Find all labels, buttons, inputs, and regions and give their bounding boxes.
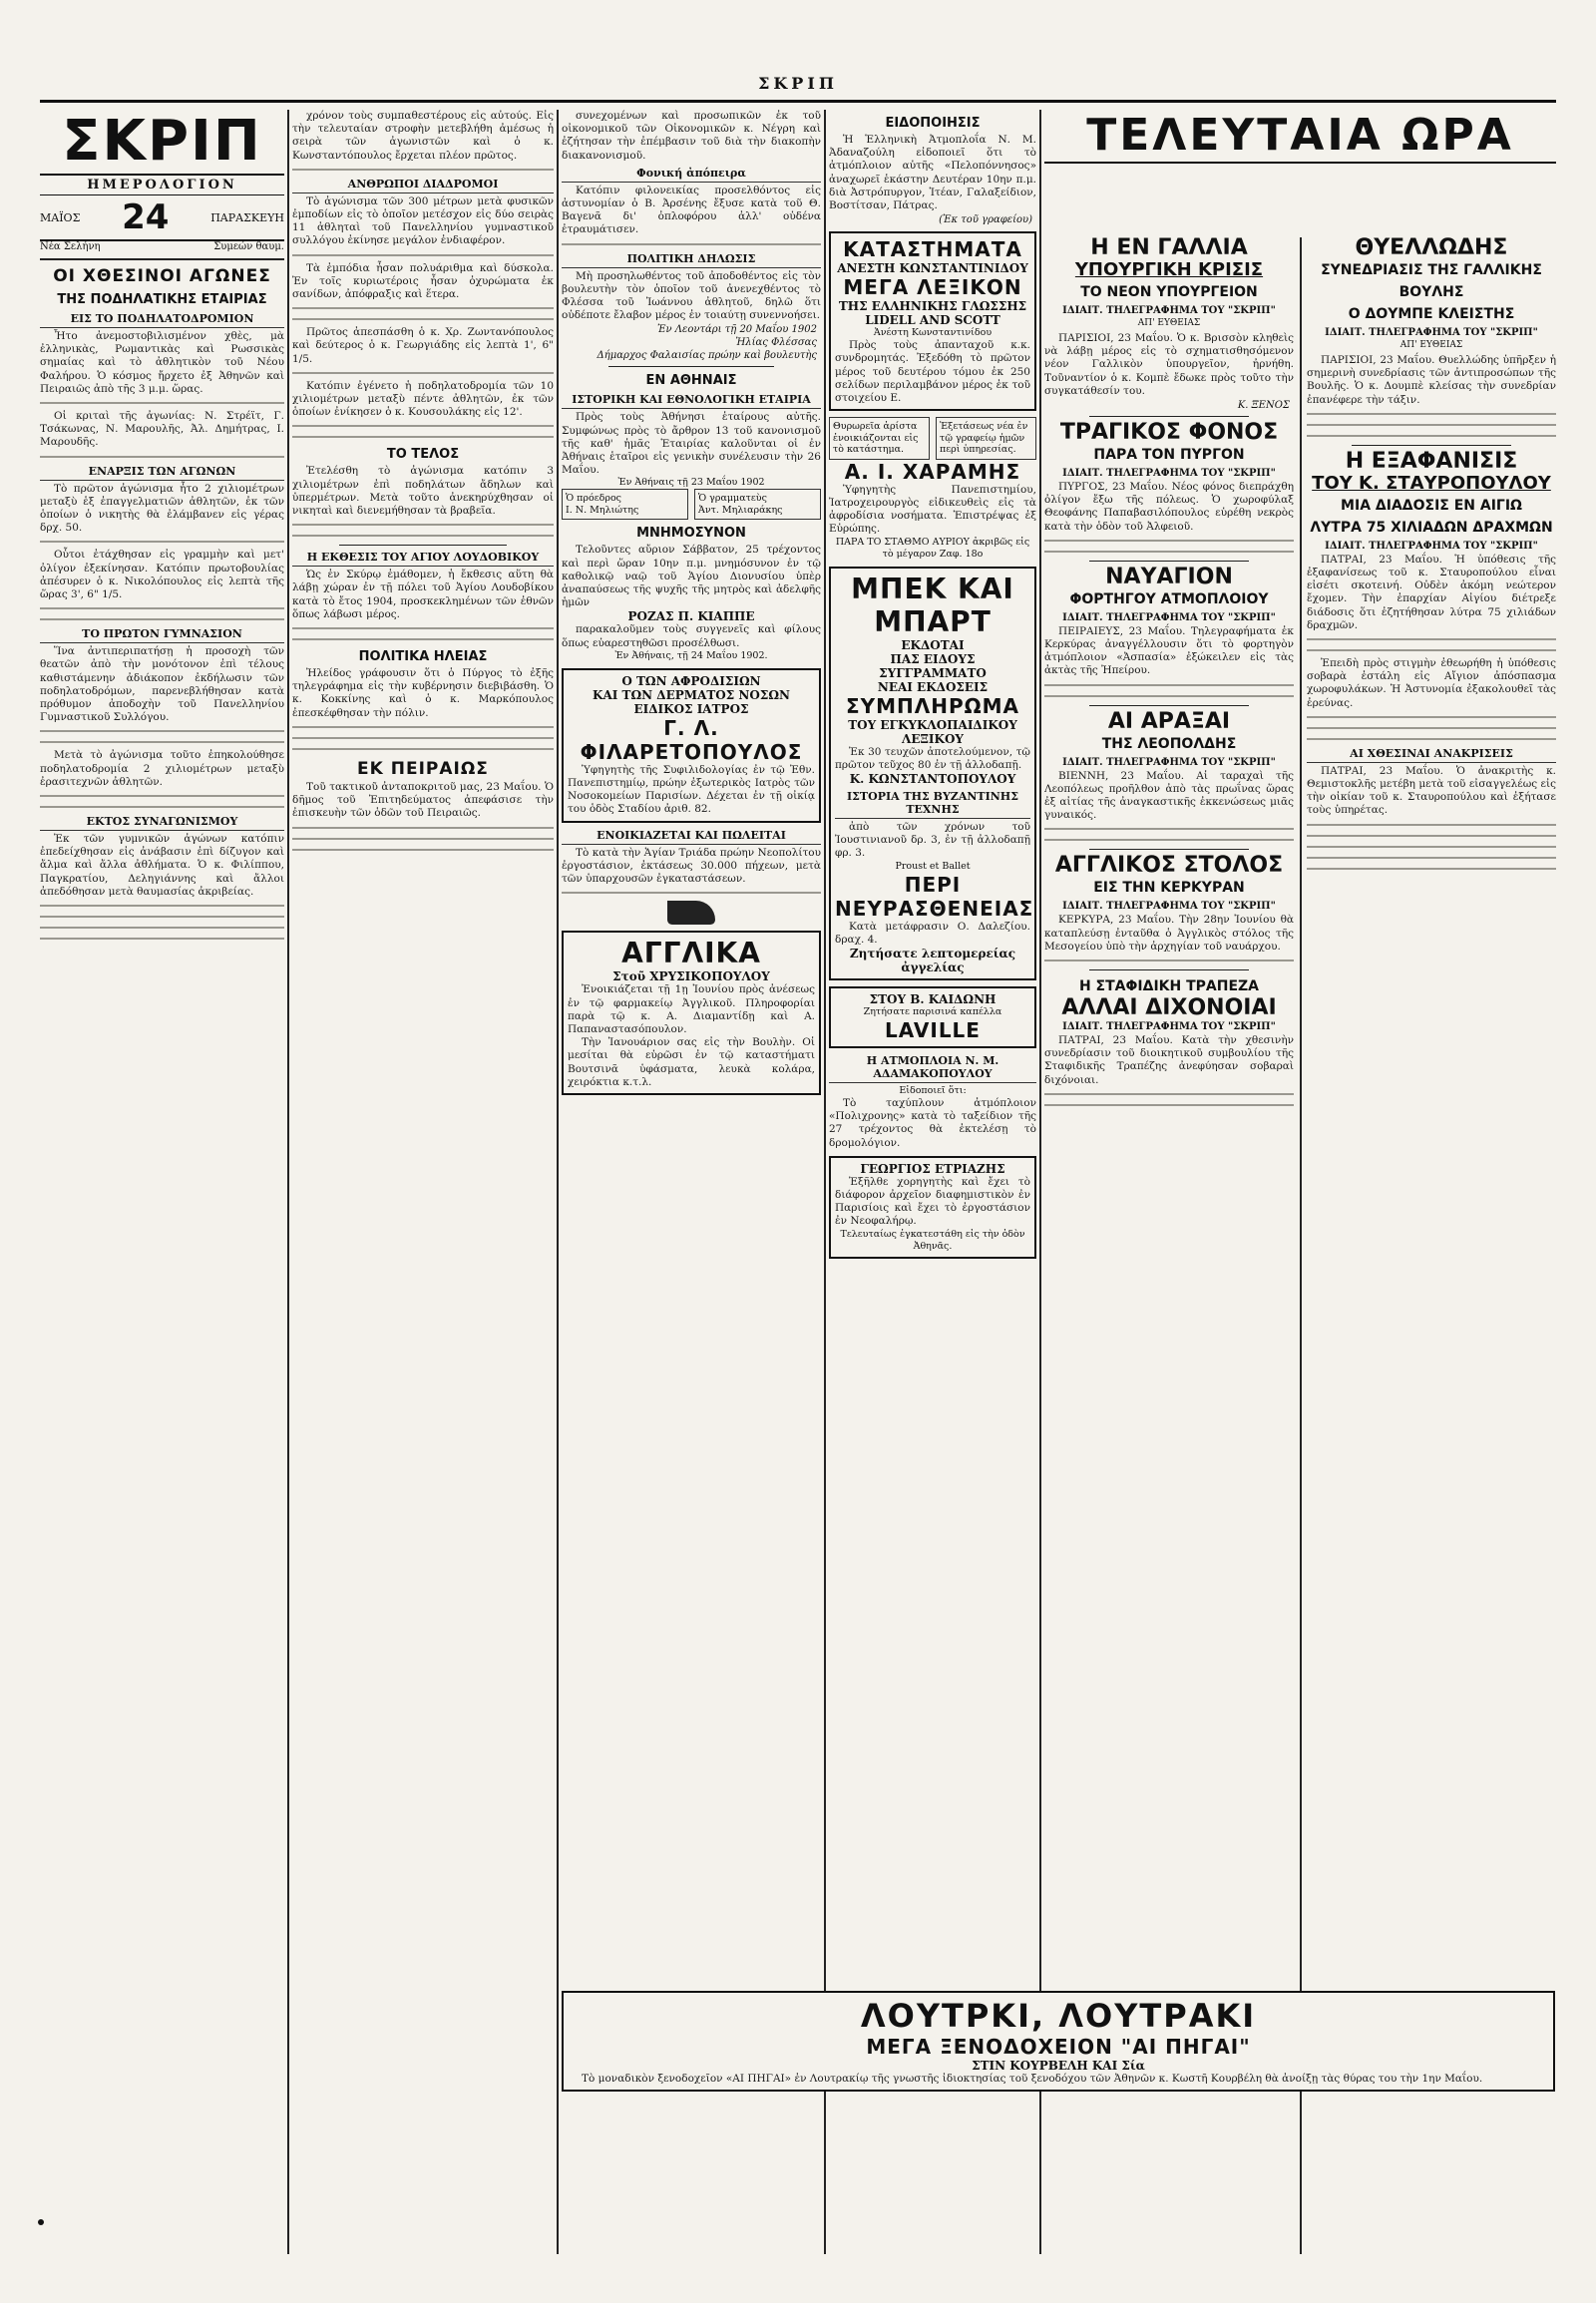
text-filler bbox=[40, 453, 284, 461]
ad-body: Ἐνοικιάζεται τῇ 1ῃ Ἰουνίου πρὸς ἀνέσεως ἐν τῷ φαρμακείῳ Ἀγγλικοῦ. Πληροφορίαι παρὰ τῷ κ. Α. Διαμαντίδῃ καὶ Α. Παπαναστασόπουλον. bbox=[568, 983, 815, 1035]
news-paragraph: ΚΕΡΚΥΡΑ, 23 Μαΐου. Τὴν 28ην Ἰουνίου θὰ καταπλεύσῃ ἐνταῦθα ὁ Ἀγγλικὸς στόλος τῆς Μεσογείου ὑπὸ τὴν ἀρχηγίαν τοῦ ναυάρχου. bbox=[1044, 914, 1294, 953]
signatory-role: Ὁ πρόεδρος bbox=[566, 493, 621, 505]
office-note: (Ἐκ τοῦ γραφείου) bbox=[939, 214, 1032, 226]
news-headline bbox=[1044, 708, 1294, 755]
article-paragraph: Ὡς ἐν Σκύρῳ ἐμάθομεν, ἡ ἔκθεσις αὕτη θὰ λάβῃ χώραν ἐν τῇ πόλει τοῦ Ἁγίου Λουδοβίκου κατὰ τὸ ἔτος 1904, προσκεκλημένων τῶν ἐθνῶν ὅπως λάβωσι μέρος. bbox=[292, 569, 554, 620]
divider bbox=[1089, 416, 1249, 417]
headline-line: ΑΙ ΑΡΑΞΑΙ bbox=[1107, 708, 1231, 734]
text-filler bbox=[40, 902, 284, 910]
text-filler bbox=[1044, 681, 1294, 689]
telegram-byline: ΙΔΙΑΙΤ. ΤΗΛΕΓΡΑΦΗΜΑ ΤΟΥ "ΣΚΡΙΠ" bbox=[1325, 540, 1538, 552]
column-4 bbox=[829, 110, 1036, 2254]
ad-heading: ΚΑΙ ΤΩΝ ΔΕΡΜΑΤΟΣ ΝΟΣΩΝ bbox=[593, 687, 790, 702]
text-filler bbox=[40, 615, 284, 623]
news-paragraph: ΠΑΤΡΑΙ, 23 Μαΐου. Ἡ ὑπόθεσις τῆς ἐξαφανίσεως τοῦ κ. Σταυροπούλου εἶναι εἰσέτι σκοτεινή. Οὐδὲν ἀκόμη νεώτερον ἔχομεν. Τὴν ἐπαρχίαν Αἰγίου διέτρεξε διάδοσις ὅτι ἐζητήθησαν λύτρα 75 χιλιάδων δραχμῶν. bbox=[1307, 553, 1556, 631]
ad-heading: ΛΟΥΤΡΚΙ, ΛΟΥΤΡΑΚΙ bbox=[860, 1997, 1257, 2035]
article-paragraph: συνεχομένων καὶ προσωπικῶν ἐκ τοῦ οἰκονομικοῦ τῶν Οἰκονομικῶν κ. Νέγρη καὶ ἐζήτησαν τὴν ἐπέμβασιν τοῦ διὰ τὴν διακοπὴν διακανονισμοῦ. bbox=[562, 110, 821, 162]
dateline-weekday: ΠΑΡΑΣΚΕΥΗ bbox=[210, 210, 284, 224]
ad-body: Ἐκ 30 τευχῶν ἀποτελούμενον, τῷ πρῶτον τεῦχος 80 ἐν τῇ ἀλλοδαπῇ. bbox=[835, 745, 1030, 771]
section-heading: ΑΝΘΡΩΠΟΙ ΔΙΑΔΡΟΜΟΙ bbox=[292, 178, 554, 193]
telegram-byline: ΙΔΙΑΙΤ. ΤΗΛΕΓΡΑΦΗΜΑ ΤΟΥ "ΣΚΡΙΠ" bbox=[1062, 901, 1276, 913]
newspaper-page bbox=[40, 70, 1556, 2264]
ad-body: Τὴν Ἰανουάριον σας εἰς τὴν Βουλὴν. Οἱ μεσίται θὰ εὑρῶσι ἐν τῷ καταστήματι Βουτσινᾶ ὑφάσματα, λευκὰ κολάρα, χειρόκτια κ.τ.λ. bbox=[568, 1036, 815, 1088]
ad-heading: Α. Ι. ΧΑΡΑΜΗΣ bbox=[844, 459, 1021, 484]
news-headline bbox=[1044, 855, 1294, 899]
news-paragraph: ΠΥΡΓΟΣ, 23 Μαΐου. Νέος φόνος διεπράχθη ὀλίγον ἔξω τῆς πόλεως. Ὁ χωροφύλαξ Θεοφάνης Παπαβασιλόπουλος εὑρέθη νεκρὸς κατὰ τὴν ὁδὸν τοῦ Ἀλφειοῦ. bbox=[1044, 481, 1294, 533]
column-divider bbox=[1300, 237, 1302, 2254]
text-filler bbox=[292, 532, 554, 540]
doctor-name: Γ. Λ. ΦΙΛΑΡΕΤΟΠΟΥΛΟΣ bbox=[580, 715, 803, 764]
article-paragraph: Οὗτοι ἐτάχθησαν εἰς γραμμὴν καὶ μετ' ὀλίγον ἐξεκίνησαν. Κατόπιν πρωτοβουλίας ἀπέσυρεν ὁ κ. Νικολόπουλος εἰς λεπτὰ τῆς ὥρας 3', 6" 1/5. bbox=[40, 549, 284, 601]
text-filler bbox=[1044, 825, 1294, 833]
article-subheadline: ΕΙΣ ΤΟ ΠΟΔΗΛΑΤΟΔΡΟΜΙΟΝ bbox=[40, 312, 284, 328]
section-heading: ΕΙΔΟΠΟΙΗΣΙΣ bbox=[885, 116, 981, 131]
article-paragraph: Ἡ Ἑλληνικὴ Ἀτμοπλοΐα Ν. Μ. Ἀδαναζούλη εἰδοποιεῖ ὅτι τὸ ἀτμόπλοιον αὐτῆς «Πελοπόννησος» ἀναχωρεῖ ἑκάστην Δευτέραν 10ην π.μ. διὰ Ἀστρόπυργον, Ἰτέαν, Γαλαξείδιον, Βοστίτσαν, Πάτρας. bbox=[829, 134, 1036, 212]
dateline-month: ΜΑΪΟΣ bbox=[40, 210, 81, 224]
text-filler bbox=[40, 935, 284, 943]
signature-name: Ἠλίας Φλέσσας bbox=[735, 337, 817, 349]
text-filler bbox=[1307, 854, 1556, 862]
last-hour-left bbox=[1044, 237, 1294, 2254]
book-title: ΙΣΤΟΡΙΑ ΤΗΣ ΒΥΖΑΝΤΙΝΗΣ ΤΕΧΝΗΣ bbox=[835, 790, 1030, 819]
text-filler bbox=[292, 315, 554, 323]
signature: Κ. ΞΕΝΟΣ bbox=[1237, 400, 1290, 412]
column-divider bbox=[824, 110, 826, 2254]
text-filler bbox=[1307, 724, 1556, 732]
article-paragraph: Κατόπιν ἐγένετο ἡ ποδηλατοδρομία τῶν 10 χιλιομέτρων μεταξὺ πέντε ἀθλητῶν, ἐκ τῶν ὁποίων ἐνίκησεν ὁ κ. Κουσουλάκης εἰς 12'. bbox=[292, 379, 554, 419]
saint-name: Συμεών θαυμ. bbox=[213, 241, 284, 252]
headline-line: ΥΠΟΥΡΓΙΚΗ ΚΡΙΣΙΣ bbox=[1074, 259, 1264, 280]
ad-heading: Η ΑΤΜΟΠΛΟΙΑ Ν. Μ. ΑΔΑΜΑΚΟΠΟΥΛΟΥ bbox=[829, 1054, 1036, 1083]
column-5-last-hour bbox=[1044, 110, 1556, 2254]
masthead-subtitle: ΗΜΕΡΟΛΟΓΙΟΝ bbox=[40, 176, 284, 195]
ad-body: Ἐξῆλθε χορηγητὴς καὶ ἔχει τὸ διάφορον ἀρχεῖον διαφημιστικὸν ἐν Παρισίοις καὶ ἔχει τὸ ἐργοστάσιον ἐν Νεοφαλήρῳ. bbox=[835, 1175, 1030, 1228]
ad-footer: Ζητήσατε λεπτομερείας ἀγγελίας bbox=[849, 946, 1016, 974]
divider bbox=[1089, 705, 1249, 706]
section-heading: Φονική ἀπόπειρα bbox=[562, 167, 821, 183]
small-ads bbox=[829, 417, 1036, 460]
divider bbox=[1089, 969, 1249, 970]
column-divider bbox=[287, 110, 289, 2254]
ad-subheading: ΜΕΓΑ ΞΕΝΟΔΟΧΕΙΟΝ "ΑΙ ΠΗΓΑΙ" bbox=[866, 2035, 1251, 2059]
text-filler bbox=[40, 924, 284, 932]
text-filler bbox=[40, 604, 284, 612]
text-filler bbox=[292, 521, 554, 529]
news-paragraph: ΠΕΙΡΑΙΕΥΣ, 23 Μαΐου. Τηλεγραφήματα ἐκ Κερκύρας ἀναγγέλλουσιν ὅτι τὸ φορτηγὸν ἀτμόπλοιον «Ἀσπασία» ἐξώκειλεν εἰς τὰς ἀκτὰς τῆς Ἠπείρου. bbox=[1044, 624, 1294, 677]
text-filler bbox=[1044, 692, 1294, 700]
article-paragraph: Κατόπιν φιλονεικίας προσελθόντος εἰς ἀστυνομίαν ὁ Β. Ἀρσένης ἔξυσε κατὰ τοῦ Θ. Βαγενᾶ δι' ὀπλοφόρου ἀλλ' οὐδένα ἐτραυμάτισεν. bbox=[562, 184, 821, 236]
dateline bbox=[40, 195, 284, 241]
ad-body: Τὸ ταχύπλουν ἀτμόπλοιον «Πολιχρονης» κατὰ τὸ ταξείδιον τῆς 27 τρέχοντος θὰ ἐκτελέσῃ τὸ δρομολόγιον. bbox=[829, 1096, 1036, 1149]
text-filler bbox=[292, 723, 554, 731]
headline-line: ΣΥΝΕΔΡΙΑΣΙΣ ΤΗΣ ΓΑΛΛΙΚΗΣ ΒΟΥΛΗΣ bbox=[1321, 262, 1542, 300]
text-filler bbox=[1307, 421, 1556, 429]
telegram-byline: ΙΔΙΑΙΤ. ΤΗΛΕΓΡΑΦΗΜΑ ΤΟΥ "ΣΚΡΙΠ" bbox=[1325, 327, 1538, 338]
headline-line: ΤΗΣ ΛΕΟΠΟΛΔΗΣ bbox=[1101, 735, 1237, 752]
last-hour-banner: ΤΕΛΕΥΤΑΙΑ ΩΡΑ bbox=[1044, 110, 1556, 164]
shoe-illustration bbox=[667, 901, 715, 925]
publisher-ad bbox=[829, 567, 1036, 980]
text-filler bbox=[1044, 537, 1294, 545]
column-1 bbox=[40, 110, 284, 2254]
text-filler bbox=[292, 734, 554, 742]
small-ad: Θυρωρεῖα ἀρίστα ἐνοικιάζονται εἰς τὸ κατάστημα. bbox=[829, 417, 930, 460]
notice-date: Ἐν Ἀθήναις τῇ 23 Μαΐου 1902 bbox=[617, 477, 765, 489]
doctor-ad bbox=[562, 668, 821, 823]
article-paragraph: Ἦτο ἀνεμοστοβιλισμένον χθὲς, μὰ ἐλληνικὰς, Ρωμαντικὰς καὶ Ρωσσικὰς σημαίας καὶ τὸ ἀθλητικὸν τοῦ Νέου Φαλήρου. Ὁ κόσμος ἤρχετο ἐξ Ἀθηνῶν καὶ Πειραιῶς ἀπὸ τῆς 3 μ.μ. ὥρας. bbox=[40, 330, 284, 395]
text-filler bbox=[292, 422, 554, 430]
headline-line: ΜΙΑ ΔΙΑΔΟΣΙΣ ΕΝ ΑΙΓΙΩ bbox=[1341, 497, 1522, 514]
text-filler bbox=[1307, 821, 1556, 829]
article-paragraph: Πρὸς τοὺς Ἀθήνησι ἑταίρους αὐτῆς. Συμφώνως πρὸς τὸ ἄρθρον 13 τοῦ κανονισμοῦ τῆς καθ' ἡμᾶς Ἑταιρίας καλοῦνται οἱ ἐν Ἀθήναις ἑταῖροι εἰς γενικὴν συνέλευσιν τὴν 26 Μαΐου. bbox=[562, 411, 821, 477]
shop-ad bbox=[562, 931, 821, 1095]
text-filler bbox=[1307, 635, 1556, 643]
signatory-name: Ἀντ. Μηλιαράκης bbox=[698, 504, 783, 516]
merchant-ad bbox=[829, 1156, 1036, 1259]
print-mark bbox=[38, 2219, 44, 2225]
ad-body: Πρὸς τοὺς ἀπανταχοῦ κ.κ. συνδρομητάς. Ἐξεδόθη τὸ πρῶτον μέρος τοῦ δευτέρου τόμου ἐκ 250 σελίδων περιλαμβάνον μέρος ἐκ τοῦ στοιχείου Ε. bbox=[835, 339, 1030, 405]
headline-line: ΦΟΡΤΗΓΟΥ ΑΤΜΟΠΛΟΙΟΥ bbox=[1069, 590, 1269, 607]
text-filler bbox=[1307, 735, 1556, 743]
dateline-extra bbox=[40, 241, 284, 252]
headline-line: ΕΙΣ ΤΗΝ ΚΕΡΚΥΡΑΝ bbox=[1093, 880, 1245, 897]
news-headline bbox=[1044, 422, 1294, 466]
headline-line: ΑΛΛΑΙ ΔΙΧΟΝΟΙΑΙ bbox=[1061, 995, 1277, 1021]
text-filler bbox=[292, 369, 554, 377]
news-headline bbox=[1044, 975, 1294, 1019]
notice-date: Ἐν Ἀθήναις, τῇ 24 Μαΐου 1902. bbox=[614, 649, 768, 661]
masthead-title: ΣΚΡΙΠ bbox=[40, 110, 284, 176]
headline-line: Η ΕΞΑΦΑΝΙΣΙΣ bbox=[1345, 448, 1518, 474]
article-paragraph: Τοῦ τακτικοῦ ἀνταποκριτοῦ μας, 23 Μαΐου. Ὁ δῆμος τοῦ Ἐπιτηδεύματος ἀπεφάσισε τὴν ἐπισκευὴν τῶν ὁδῶν τοῦ Πειραιῶς. bbox=[292, 780, 554, 820]
text-filler bbox=[562, 240, 821, 248]
text-filler bbox=[1307, 713, 1556, 721]
section-heading: Η ΕΚΘΕΣΙΣ ΤΟΥ ΑΓΙΟΥ ΛΟΥΔΟΒΙΚΟΥ bbox=[292, 551, 554, 567]
article-paragraph: Ἐκ τῶν γυμνικῶν ἀγώνων κατόπιν ἐπεδείχθησαν εἰς ἀνάβασιν ἐπὶ δίζυγον καὶ ἄλμα καὶ ἄλλα ἀθλήματα. Ὁ κ. Φιλίππου, Παγκρατίου, Δεληγιάννης καὶ ἄλλοι ἀπεδόθησαν μετὰ θαυμασίας ἀκριβείας. bbox=[40, 833, 284, 898]
section-heading: ΕΚ ΠΕΙΡΑΙΩΣ bbox=[357, 758, 489, 779]
text-filler bbox=[292, 846, 554, 854]
header-strip bbox=[40, 70, 1556, 103]
article-paragraph: Τὰ ἐμπόδια ἦσαν πολυάριθμα καὶ δύσκολα. Ἐν τοῖς κυριωτέροις ἦσαν ὀχυρώματα ἐκ σανίδων, ἀπόφραξις καὶ ἕτερα. bbox=[292, 261, 554, 301]
text-filler bbox=[1307, 865, 1556, 873]
telegram-source: ΑΠ' ΕΥΘΕΙΑΣ bbox=[1399, 340, 1463, 350]
section-heading: ΕΝΟΙΚΙΑΖΕΤΑΙ ΚΑΙ ΠΩΛΕΙΤΑΙ bbox=[562, 829, 821, 845]
news-paragraph: ΠΑΡΙΣΙΟΙ, 23 Μαΐου. Ὁ κ. Βρισσὸν κληθεὶς νὰ λάβῃ μέρος εἰς τὸ σχηματισθησόμενον νέον Γαλλικὸν ὑπουργεῖον, ἠρνήθη. Τοῦναντίον ὁ κ. Κομπὲ ἔδωκε πρὸς τοῦτο τὴν συγκατάθεσίν του. bbox=[1044, 332, 1294, 397]
article-paragraph: Μὴ προσηλωθέντος τοῦ ἀποδοθέντος εἰς τὸν βουλευτὴν τὸν ὁποῖον τοῦ ἀνενεχθέντος τὸ Φλέσσα τοῦ Ἰωάννου ἀθλητοῦ, δηλῶ ὅτι οὐδέποτε ἔλαβον μέρος ἐν τοιαύτῃ συνεννοήσει. bbox=[562, 269, 821, 322]
headline-line: ΛΥΤΡΑ 75 ΧΙΛΙΑΔΩΝ ΔΡΑΧΜΩΝ bbox=[1310, 519, 1553, 536]
divider bbox=[1352, 445, 1511, 446]
divider bbox=[608, 366, 774, 367]
moon-phase: Νέα Σελήνη bbox=[40, 241, 101, 252]
text-filler bbox=[40, 538, 284, 546]
headline-line: Η ΕΝ ΓΑΛΛΙΑ bbox=[1090, 237, 1248, 260]
running-title: ΣΚΡΙΠ bbox=[758, 74, 838, 93]
text-filler bbox=[40, 399, 284, 407]
dictionary-ad bbox=[829, 231, 1036, 411]
ad-body: Κατὰ μετάφρασιν Ο. Δαλεζίου. δραχ. 4. bbox=[835, 920, 1030, 946]
publisher-name: ΜΠΕΚ ΚΑΙ ΜΠΑΡΤ bbox=[851, 572, 1014, 638]
text-filler bbox=[1307, 646, 1556, 654]
news-paragraph: ΒΙΕΝΝΗ, 23 Μαΐου. Αἱ ταραχαὶ τῆς Λεοπόλεως προῆλθον ἀπὸ τὰς πρωΐνας ὥρας ἐξ αἰτίας τῆς ἀναγκαστικῆς ἐκκενώσεως μιᾶς γυναικός. bbox=[1044, 769, 1294, 822]
article-paragraph: Τὸ ἀγώνισμα τῶν 300 μέτρων μετὰ φυσικῶν ἐμποδίων εἰς τὸ ὁποῖον μετέσχον εἰς δύο σειρὰς 11 ἀθληταὶ τοῦ Πανελληνίου γυμναστικοῦ συλλόγου ἐκίνησε μεγάλον ἐνδιαφέρον. bbox=[292, 194, 554, 247]
ad-subheading: Εἰδοποιεῖ ὅτι: bbox=[899, 1084, 967, 1096]
signatory-name: Ι. Ν. Μηλιώτης bbox=[566, 504, 639, 516]
text-filler bbox=[292, 835, 554, 843]
ad-footer: Τελευταίως ἐγκατεστάθη εἰς τὴν ὁδὸν Ἀθηνᾶς. bbox=[840, 1228, 1025, 1252]
ad-heading: ΑΓΓΛΙΚΑ bbox=[621, 937, 761, 970]
signature-place: Ἐν Λεοντάρι τῇ 20 Μαΐου 1902 bbox=[657, 324, 817, 336]
text-filler bbox=[1044, 957, 1294, 964]
text-filler bbox=[292, 166, 554, 174]
book-authors: LIDELL AND SCOTT bbox=[865, 313, 1000, 328]
headline-line: ΤΟΥ Κ. ΣΤΑΥΡΟΠΟΥΛΟΥ bbox=[1312, 472, 1551, 494]
book-title: ΠΕΡΙ ΝΕΥΡΑΣΘΕΝΕΙΑΣ bbox=[835, 872, 1034, 921]
brand-name: LAVILLE bbox=[885, 1017, 981, 1042]
telegram-source: ΑΠ' ΕΥΘΕΙΑΣ bbox=[1137, 318, 1201, 328]
ad-footer: ΠΑΡΑ ΤΟ ΣΤΑΘΜΟ ΑΥΡΙΟΥ ἀκριβῶς εἰς τὸ μέγαρον Ζαφ. 18ο bbox=[835, 536, 1030, 560]
news-paragraph: ΠΑΤΡΑΙ, 23 Μαΐου. Κατὰ τὴν χθεσινὴν συνεδρίασιν τοῦ διοικητικοῦ συμβουλίου τῆς Σταφιδικῆς Τραπέζης ἀνεφύησαν σοβαραὶ διχόνοιαι. bbox=[1044, 1034, 1294, 1086]
text-filler bbox=[40, 727, 284, 735]
hat-ad bbox=[829, 986, 1036, 1048]
section-heading: ΕΚΤΟΣ ΣΥΝΑΓΩΝΙΣΜΟΥ bbox=[40, 815, 284, 831]
section-heading: ΑΙ ΧΘΕΣΙΝΑΙ ΑΝΑΚΡΙΣΕΙΣ bbox=[1307, 747, 1556, 763]
ad-body: ἀπὸ τῶν χρόνων τοῦ Ἰουστινιανοῦ δρ. 3, ἐν τῇ ἀλλοδαπῇ φρ. 3. bbox=[835, 820, 1030, 860]
headline-line: Η ΣΤΑΦΙΔΙΚΗ ΤΡΑΠΕΖΑ bbox=[1078, 978, 1260, 995]
article-paragraph: Ἐτελέσθη τὸ ἀγώνισμα κατόπιν 3 χιλιομέτρων ἐπὶ ποδηλάτων ἄδηλων καὶ ὑπερμέτρων. Μετὰ τοῦτο ἀνεκηρύχθησαν οἱ νικηταὶ καὶ διενεμήθησαν τὰ βραβεῖα. bbox=[292, 465, 554, 518]
text-filler bbox=[292, 251, 554, 259]
article-paragraph: Μετὰ τὸ ἀγώνισμα τοῦτο ἐπηκολούθησε ποδηλατοδρομία 2 χιλιομέτρων μεταξὺ ἐρασιτεχνῶν ἀθλητῶν. bbox=[40, 749, 284, 788]
headline-line: ΤΡΑΓΙΚΟΣ ΦΟΝΟΣ bbox=[1059, 420, 1279, 446]
headline-line: ΑΓΓΛΙΚΟΣ ΣΤΟΛΟΣ bbox=[1054, 853, 1284, 879]
divider bbox=[339, 545, 507, 546]
text-filler bbox=[292, 624, 554, 632]
text-filler bbox=[1307, 432, 1556, 440]
ad-body: Ὑφηγητὴς τῆς Συφιλιδολογίας ἐν τῷ Ἐθν. Πανεπιστημίῳ, πρώην ἐξωτερικὸς Ιατρὸς τῶν Νοσοκομείων Παρισίων. Δέχεται ἐν τῇ οἰκίᾳ του ὁδὸς Σταδίου ἀριθ. 82. bbox=[568, 763, 815, 816]
text-filler bbox=[292, 433, 554, 441]
ad-body: Τὸ μοναδικὸν ξενοδοχεῖον «ΑΙ ΠΗΓΑΙ» ἐν Λουτρακίῳ τῆς γνωστῆς ἰδιοκτησίας τοῦ ξενοδόχου τῶν Ἀθηνῶν κ. Κωστῆ Κουρβέλη θὰ ἀνοίξῃ τὰς θύρας του τὴν 1ην Μαΐου. bbox=[582, 2073, 1483, 2085]
article-paragraph: Πρῶτος ἀπεσπάσθη ὁ κ. Χρ. Ζωντανόπουλος καὶ δεύτερος ὁ κ. Γεωργιάδης εἰς λεπτὰ 1', 6" 1/5. bbox=[292, 326, 554, 365]
ad-owner: ΣΤΙΝ ΚΟΥΡΒΕΛΗ ΚΑΙ Σία bbox=[972, 2059, 1145, 2073]
signatories bbox=[562, 489, 821, 520]
article-paragraph: Τελοῦντες αὔριον Σάββατον, 25 τρέχοντος καὶ περὶ ὥραν 10ην π.μ. μνημόσυνον ἐν τῷ καθολικῷ ναῷ τοῦ Ἁγίου Διονυσίου ὑπὲρ ἀναπαύσεως τῆς ψυχῆς τῆς μητρὸς καὶ ἀδελφῆς ἡμῶν bbox=[562, 544, 821, 609]
headline-line: Ο ΔΟΥΜΠΕ ΚΛΕΙΣΤΗΣ bbox=[1348, 306, 1515, 322]
section-heading: ΤΟ ΠΡΩΤΟΝ ΓΥΜΝΑΣΙΟΝ bbox=[40, 627, 284, 643]
news-paragraph: ΠΑΡΙΣΙΟΙ, 23 Μαΐου. Θυελλώδης ὑπῆρξεν ἡ σημερινὴ συνεδρίασις τῶν ἀντιπροσώπων τῆς Βουλῆς. Ὁ κ. Δουμπὲ κλείσας τὴν συνεδρίαν ἐπανέφερε τὴν τάξιν. bbox=[1307, 354, 1556, 406]
headline-line: ΠΑΡΑ ΤΟΝ ΠΥΡΓΟΝ bbox=[1093, 447, 1245, 464]
ad-line: ΤΟΥ ΕΓΚΥΚΛΟΠΑΙΔΙΚΟΥ ΛΕΞΙΚΟΥ bbox=[848, 717, 1017, 746]
section-heading: ΠΟΛΙΤΙΚΗ ΔΗΛΩΣΙΣ bbox=[562, 252, 821, 268]
article-paragraph: παρακαλοῦμεν τοὺς συγγενεῖς καὶ φίλους ὅπως εὐαρεστηθῶσι προσέλθωσι. bbox=[562, 623, 821, 649]
ad-subheading: Ζητήσατε παρισινά καπέλλα bbox=[863, 1005, 1002, 1017]
text-filler bbox=[1044, 548, 1294, 556]
last-hour-right bbox=[1307, 237, 1556, 2254]
text-filler bbox=[292, 745, 554, 753]
section-heading: ΤΟ ΤΕΛΟΣ bbox=[386, 447, 460, 463]
signature-role: Δήμαρχος Φαλαισίας πρώην καὶ βουλευτὴς bbox=[597, 350, 817, 362]
article-paragraph: χρόνον τοὺς συμπαθεστέρους εἰς αὐτούς. Εἰς τὴν τελευταίαν στροφὴν μετεβλήθη ἀμέσως ἡ σειρὰ τῶν ἀγωνιστῶν καὶ ὁ κ. Κωνσταντόπουλος ἔρχεται πλέον πρῶτος. bbox=[292, 110, 554, 162]
book-subtitle: ΤΗΣ ΕΛΛΗΝΙΚΗΣ ΓΛΩΣΣΗΣ bbox=[838, 299, 1027, 314]
ad-line: ΠΑΣ ΕΙΔΟΥΣ ΣΥΓΓΡΑΜΜΑΤΟ bbox=[879, 651, 987, 680]
telegram-byline: ΙΔΙΑΙΤ. ΤΗΛΕΓΡΑΦΗΜΑ ΤΟΥ "ΣΚΡΙΠ" bbox=[1062, 468, 1276, 480]
text-filler bbox=[1307, 410, 1556, 418]
news-headline bbox=[1044, 237, 1294, 303]
section-heading: ΜΝΗΜΟΣΥΝΟΝ bbox=[636, 526, 746, 542]
telegram-byline: ΙΔΙΑΙΤ. ΤΗΛΕΓΡΑΦΗΜΑ ΤΟΥ "ΣΚΡΙΠ" bbox=[1062, 756, 1276, 768]
book-title: ΜΕΓΑ ΛΕΞΙΚΟΝ bbox=[843, 275, 1022, 300]
text-filler bbox=[40, 803, 284, 811]
headline-line: ΝΑΥΑΓΙΟΝ bbox=[1105, 564, 1233, 589]
text-filler bbox=[1044, 836, 1294, 844]
signatory-left bbox=[562, 489, 688, 520]
ad-subheading: Στοῦ ΧΡΥΣΙΚΟΠΟΥΛΟΥ bbox=[612, 969, 770, 984]
telegram-byline: ΙΔΙΑΙΤ. ΤΗΛΕΓΡΑΦΗΜΑ ΤΟΥ "ΣΚΡΙΠ" bbox=[1062, 305, 1276, 316]
article-headline: ΟΙ ΧΘΕΣΙΝΟΙ ΑΓΩΝΕΣ bbox=[53, 266, 271, 286]
ad-heading: ΚΑΤΑΣΤΗΜΑΤΑ bbox=[843, 237, 1022, 262]
news-headline bbox=[1307, 448, 1556, 539]
divider bbox=[40, 258, 284, 260]
memorial-name: ΡΟΖΑΣ Π. ΚΙΑΠΠΕ bbox=[627, 609, 755, 624]
ad-subheading: ΑΝΕΣΤΗ ΚΩΝΣΤΑΝΤΙΝΙΔΟΥ bbox=[837, 261, 1028, 276]
ad-heading: Ο ΤΩΝ ΑΦΡΟΔΙΣΙΩΝ bbox=[621, 673, 761, 688]
text-filler bbox=[562, 889, 821, 897]
ad-line: ΝΕΑΙ ΕΚΔΟΣΕΙΣ bbox=[877, 679, 989, 694]
headline-line: ΘΥΕΛΛΩΔΗΣ bbox=[1355, 237, 1508, 260]
column-3 bbox=[562, 110, 821, 2254]
hotel-ad bbox=[562, 1991, 1555, 2092]
divider bbox=[1089, 561, 1249, 562]
article-paragraph: Οἱ κριταὶ τῆς ἀγωνίας: Ν. Στρέϊτ, Γ. Τσάκωνας, Ν. Μαρουλῆς, Ἀλ. Δημήτρας, Ι. Μαρουδῆς. bbox=[40, 410, 284, 449]
ad-line: ΕΚΔΟΤΑΙ bbox=[901, 637, 965, 652]
article-paragraph: Ἵνα ἀντιπεριπατήσῃ ἡ προσοχὴ τῶν θεατῶν ἀπὸ τὴν μονότονον ἐπὶ τέλους καθιστάμενην ἀδιάκοπον ἐκδήλωσιν τῶν ποδηλατοδρόμων, παρενεβλήθησαν κατὰ πρόθυμον ἀποδοχὴν τοῦ Πανελληνίου Γυμναστικοῦ Συλλόγου. bbox=[40, 645, 284, 724]
signatory-role: Ὁ γραμματεὺς bbox=[698, 493, 767, 505]
article-paragraph: Τὸ πρῶτον ἀγώνισμα ἦτο 2 χιλιομέτρων μεταξὺ ἑξ ἐπαγγελματιῶν ἀθλητῶν, ἐκ τῶν ὁποίων ὁ νικητὴς θὰ ἐλάμβανεν εἰς γέρας δρχ. 50. bbox=[40, 482, 284, 535]
text-filler bbox=[292, 824, 554, 832]
article-paragraph: Ἠλείδος γράφουσιν ὅτι ὁ Πύργος τὸ ἐξῆς τηλεγράφημα εἰς τὴν κυβέρνησιν διεβιβάσθη. Ὁ κ. Κοκκίνης καὶ ὁ κ. Μαρκόπουλος ἐπεσκέφθησαν τὴν πόλιν. bbox=[292, 667, 554, 719]
news-headline bbox=[1307, 237, 1556, 325]
text-filler bbox=[40, 913, 284, 921]
section-heading: ΠΟΛΙΤΙΚΑ ΗΛΕΙΑΣ bbox=[358, 649, 488, 665]
column-2 bbox=[292, 110, 554, 2254]
headline-line: ΤΟ ΝΕΟΝ ΥΠΟΥΡΓΕΙΟΝ bbox=[1080, 284, 1258, 300]
article-paragraph: Τὸ κατὰ τὴν Ἁγίαν Τριάδα πρώην Νεοπολίτου ἐργοστάσιον, ἐκτάσεως 30.000 πήχεων, μετὰ τῶν ὑπαρχουσῶν ἐγκαταστάσεων. bbox=[562, 846, 821, 886]
column-divider bbox=[1039, 110, 1041, 2254]
book-author: Proust et Ballet bbox=[895, 860, 971, 872]
section-heading: ΕΝ ΑΘΗΝΑΙΣ bbox=[645, 373, 737, 389]
ad-heading: ΓΕΩΡΓΙΟΣ ΕΤΡΙΑΖΗΣ bbox=[860, 1161, 1005, 1176]
text-filler bbox=[1044, 1101, 1294, 1109]
article-subheadline: ΤΗΣ ΠΟΔΗΛΑΤΙΚΗΣ ΕΤΑΙΡΙΑΣ bbox=[57, 292, 267, 307]
news-headline bbox=[1044, 564, 1294, 610]
column-divider bbox=[557, 110, 559, 2254]
section-heading: ΕΝΑΡΞΙΣ ΤΩΝ ΑΓΩΝΩΝ bbox=[40, 465, 284, 481]
small-ad: Ἐξετάσεως νέα ἐν τῷ γραφείῳ ἡμῶν περὶ ὑπηρεσίας. bbox=[936, 417, 1036, 460]
ad-line: ΣΥΜΠΛΗΡΩΜΑ bbox=[845, 693, 1020, 718]
news-paragraph: ΠΑΤΡΑΙ, 23 Μαΐου. Ὁ ἀνακριτὴς κ. Θεμιστοκλῆς μετέβη μετὰ τοῦ εἰσαγγελέως εἰς τὴν οἰκίαν τοῦ κ. Σταυροπούλου καὶ ἐξήτασε τοὺς ὑπηρέτας. bbox=[1307, 764, 1556, 817]
ad-body: Ὑφηγητὴς Πανεπιστημίου, Ἰατροχειρουργὸς εἰδικευθεὶς εἰς τὰ ἀφροδίσια νοσήματα. Ἐπιστρέψας ἐξ Εὐρώπης. bbox=[829, 483, 1036, 536]
book-translator: Ἀνέστη Κωνσταντινίδου bbox=[873, 327, 993, 339]
section-subheading: ΙΣΤΟΡΙΚΗ ΚΑΙ ΕΘΝΟΛΟΓΙΚΗ ΕΤΑΙΡΙΑ bbox=[562, 393, 821, 409]
telegram-byline: ΙΔΙΑΙΤ. ΤΗΛΕΓΡΑΦΗΜΑ ΤΟΥ "ΣΚΡΙΠ" bbox=[1062, 611, 1276, 623]
telegram-byline: ΙΔΙΑΙΤ. ΤΗΛΕΓΡΑΦΗΜΑ ΤΟΥ "ΣΚΡΙΠ" bbox=[1062, 1021, 1276, 1033]
divider bbox=[1089, 849, 1249, 850]
dateline-day: 24 bbox=[122, 197, 170, 237]
text-filler bbox=[40, 792, 284, 800]
text-filler bbox=[1307, 843, 1556, 851]
signatory-right bbox=[694, 489, 821, 520]
text-filler bbox=[1044, 1090, 1294, 1098]
ad-heading: ΕΙΔΙΚΟΣ ΙΑΤΡΟΣ bbox=[633, 701, 749, 716]
text-filler bbox=[292, 635, 554, 643]
news-paragraph: Ἐπειδὴ πρὸς στιγμὴν ἐθεωρήθη ἡ ὑπόθεσις σοβαρὰ ἐστάλη εἰς Αἴγιον ἀπόσπασμα χωροφυλάκων. Ἡ Ἀστυνομία ἐξακολουθεῖ τὰς ἐρεύνας. bbox=[1307, 657, 1556, 709]
text-filler bbox=[40, 738, 284, 746]
text-filler bbox=[1307, 832, 1556, 840]
text-filler bbox=[292, 304, 554, 312]
ad-heading: ΣΤΟΥ Β. ΚΑΙΔΩΝΗ bbox=[869, 991, 997, 1006]
book-author: Κ. ΚΩΝΣΤΑΝΤΟΠΟΥΛΟΥ bbox=[849, 771, 1016, 786]
